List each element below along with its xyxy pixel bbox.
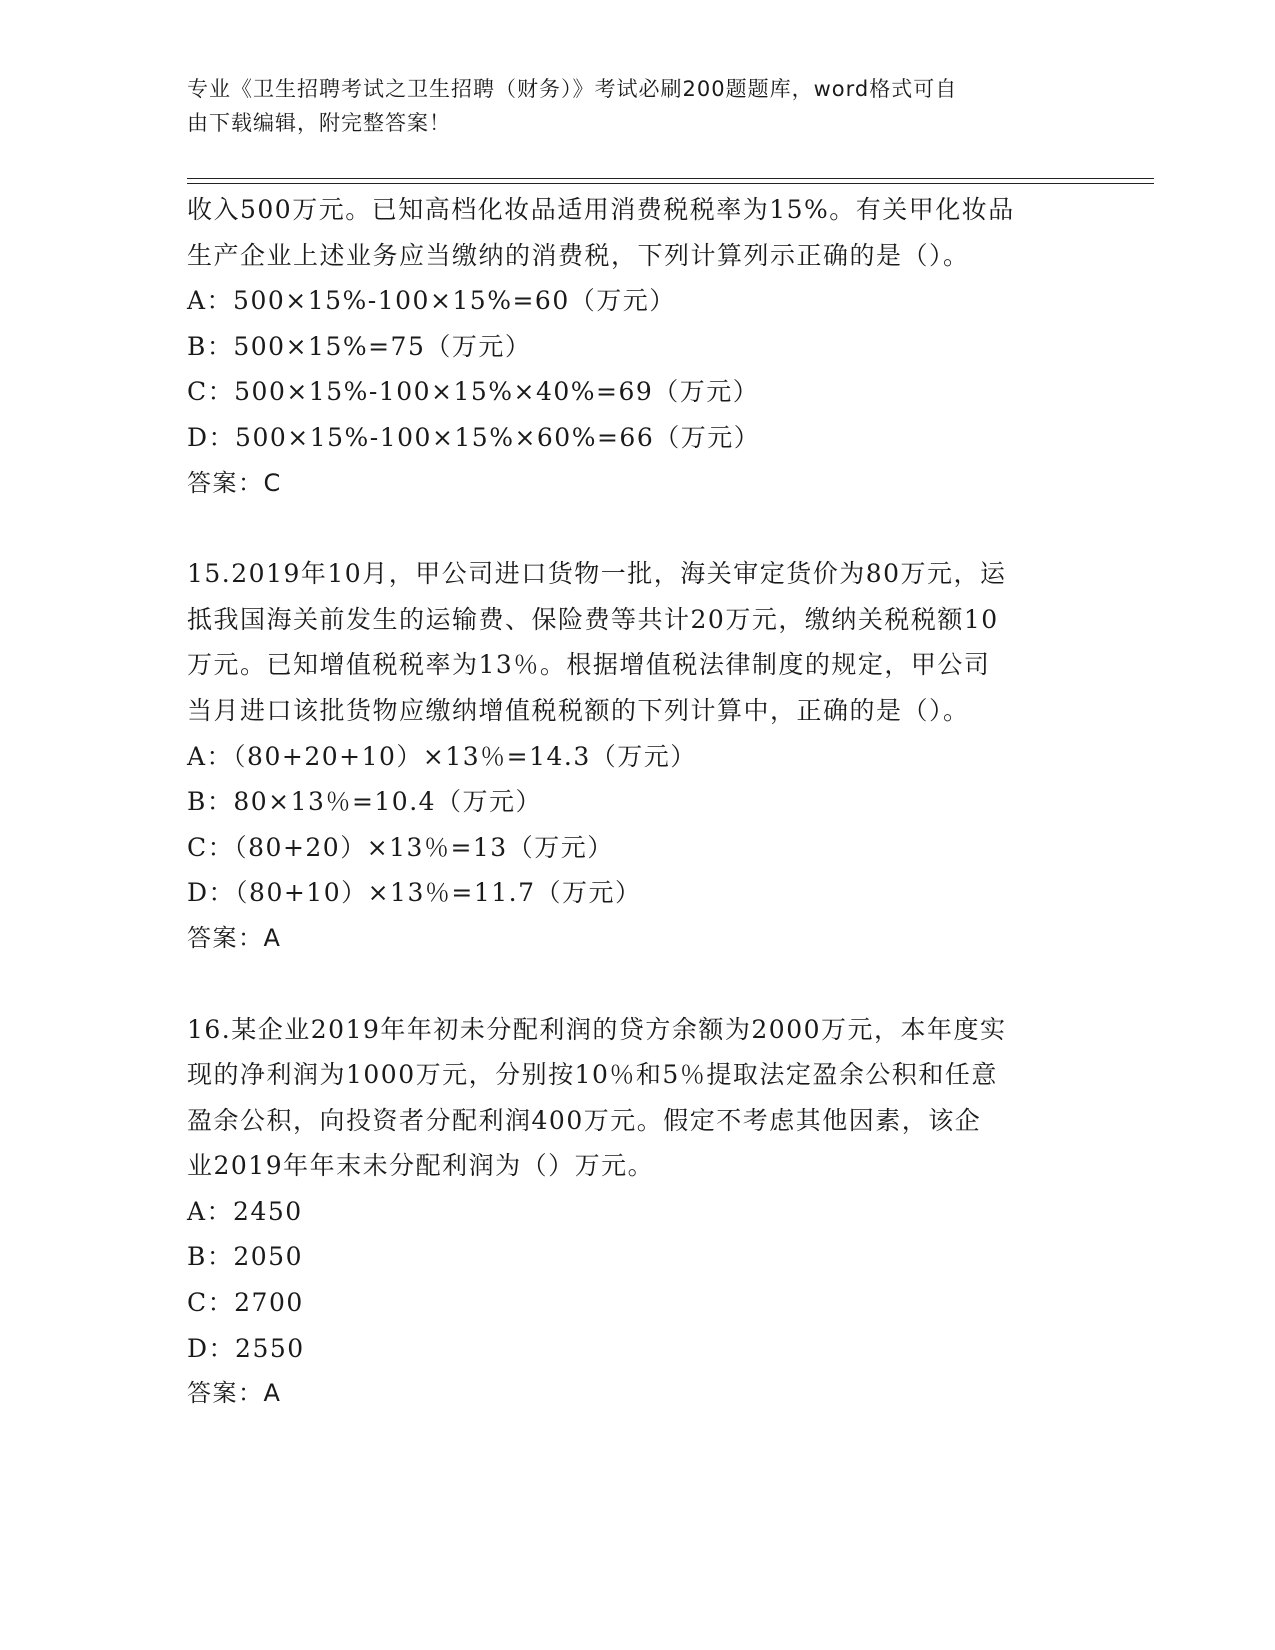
question-spacer [187, 962, 1087, 1007]
question-stem-line: 生产企业上述业务应当缴纳的消费税，下列计算列示正确的是（）。 [187, 240, 970, 270]
answer-line: 答案：A [187, 923, 282, 952]
header-line-2: 由下载编辑，附完整答案！ [187, 111, 451, 135]
question-stem-line: 当月进口该批货物应缴纳增值税税额的下列计算中，正确的是（）。 [187, 695, 970, 725]
answer-line: 答案：A [187, 1379, 282, 1408]
header-divider-top [187, 178, 1154, 179]
document-body [187, 187, 1087, 1417]
option-d: D：2550 [187, 1333, 305, 1363]
answer-line: 答案：C [187, 468, 282, 497]
option-b: B：2050 [187, 1242, 303, 1272]
question-stem-line: 盈余公积，向投资者分配利润400万元。假定不考虑其他因素，该企 [187, 1105, 982, 1135]
option-d: D：500×15%-100×15%×60%=66（万元） [187, 422, 761, 452]
question-stem-line: 收入500万元。已知高档化妆品适用消费税税率为15%。有关甲化妆品 [187, 195, 1015, 224]
option-c: C：500×15%-100×15%×40%=69（万元） [187, 377, 760, 407]
header-line-1: 专业《卫生招聘考试之卫生招聘（财务）》考试必刷200题题库，word格式可自 [187, 77, 958, 101]
question-stem-line: 15.2019年10月，甲公司进口货物一批，海关审定货价为80万元，运 [187, 559, 1007, 589]
header-divider-bottom [187, 183, 1154, 184]
question-stem-line: 16.某企业2019年年初未分配利润的贷方余额为2000万元，本年度实 [187, 1014, 1007, 1044]
question-16 [187, 1007, 1087, 1417]
option-b: B：80×13％=10.4（万元） [187, 787, 543, 817]
option-d: D：（80+10）×13％=11.7（万元） [187, 878, 642, 908]
option-b: B：500×15%=75（万元） [187, 331, 532, 361]
option-c: C：（80+20）×13％=13（万元） [187, 832, 614, 862]
option-a: A：2450 [187, 1196, 303, 1226]
question-14 [187, 187, 1087, 506]
document-header [187, 72, 1067, 140]
option-c: C：2700 [187, 1288, 304, 1318]
option-a: A：（80+20+10）×13％=14.3（万元） [187, 741, 697, 771]
question-stem-line: 现的净利润为1000万元，分别按10％和5％提取法定盈余公积和任意 [187, 1060, 998, 1090]
question-stem-line: 抵我国海关前发生的运输费、保险费等共计20万元，缴纳关税税额10 [187, 604, 999, 634]
question-spacer [187, 506, 1087, 551]
question-15 [187, 551, 1087, 961]
question-stem-line: 万元。已知增值税税率为13％。根据增值税法律制度的规定，甲公司 [187, 650, 991, 680]
question-stem-line: 业2019年年末未分配利润为（）万元。 [187, 1151, 655, 1181]
option-a: A：500×15%-100×15%=60（万元） [187, 286, 676, 316]
